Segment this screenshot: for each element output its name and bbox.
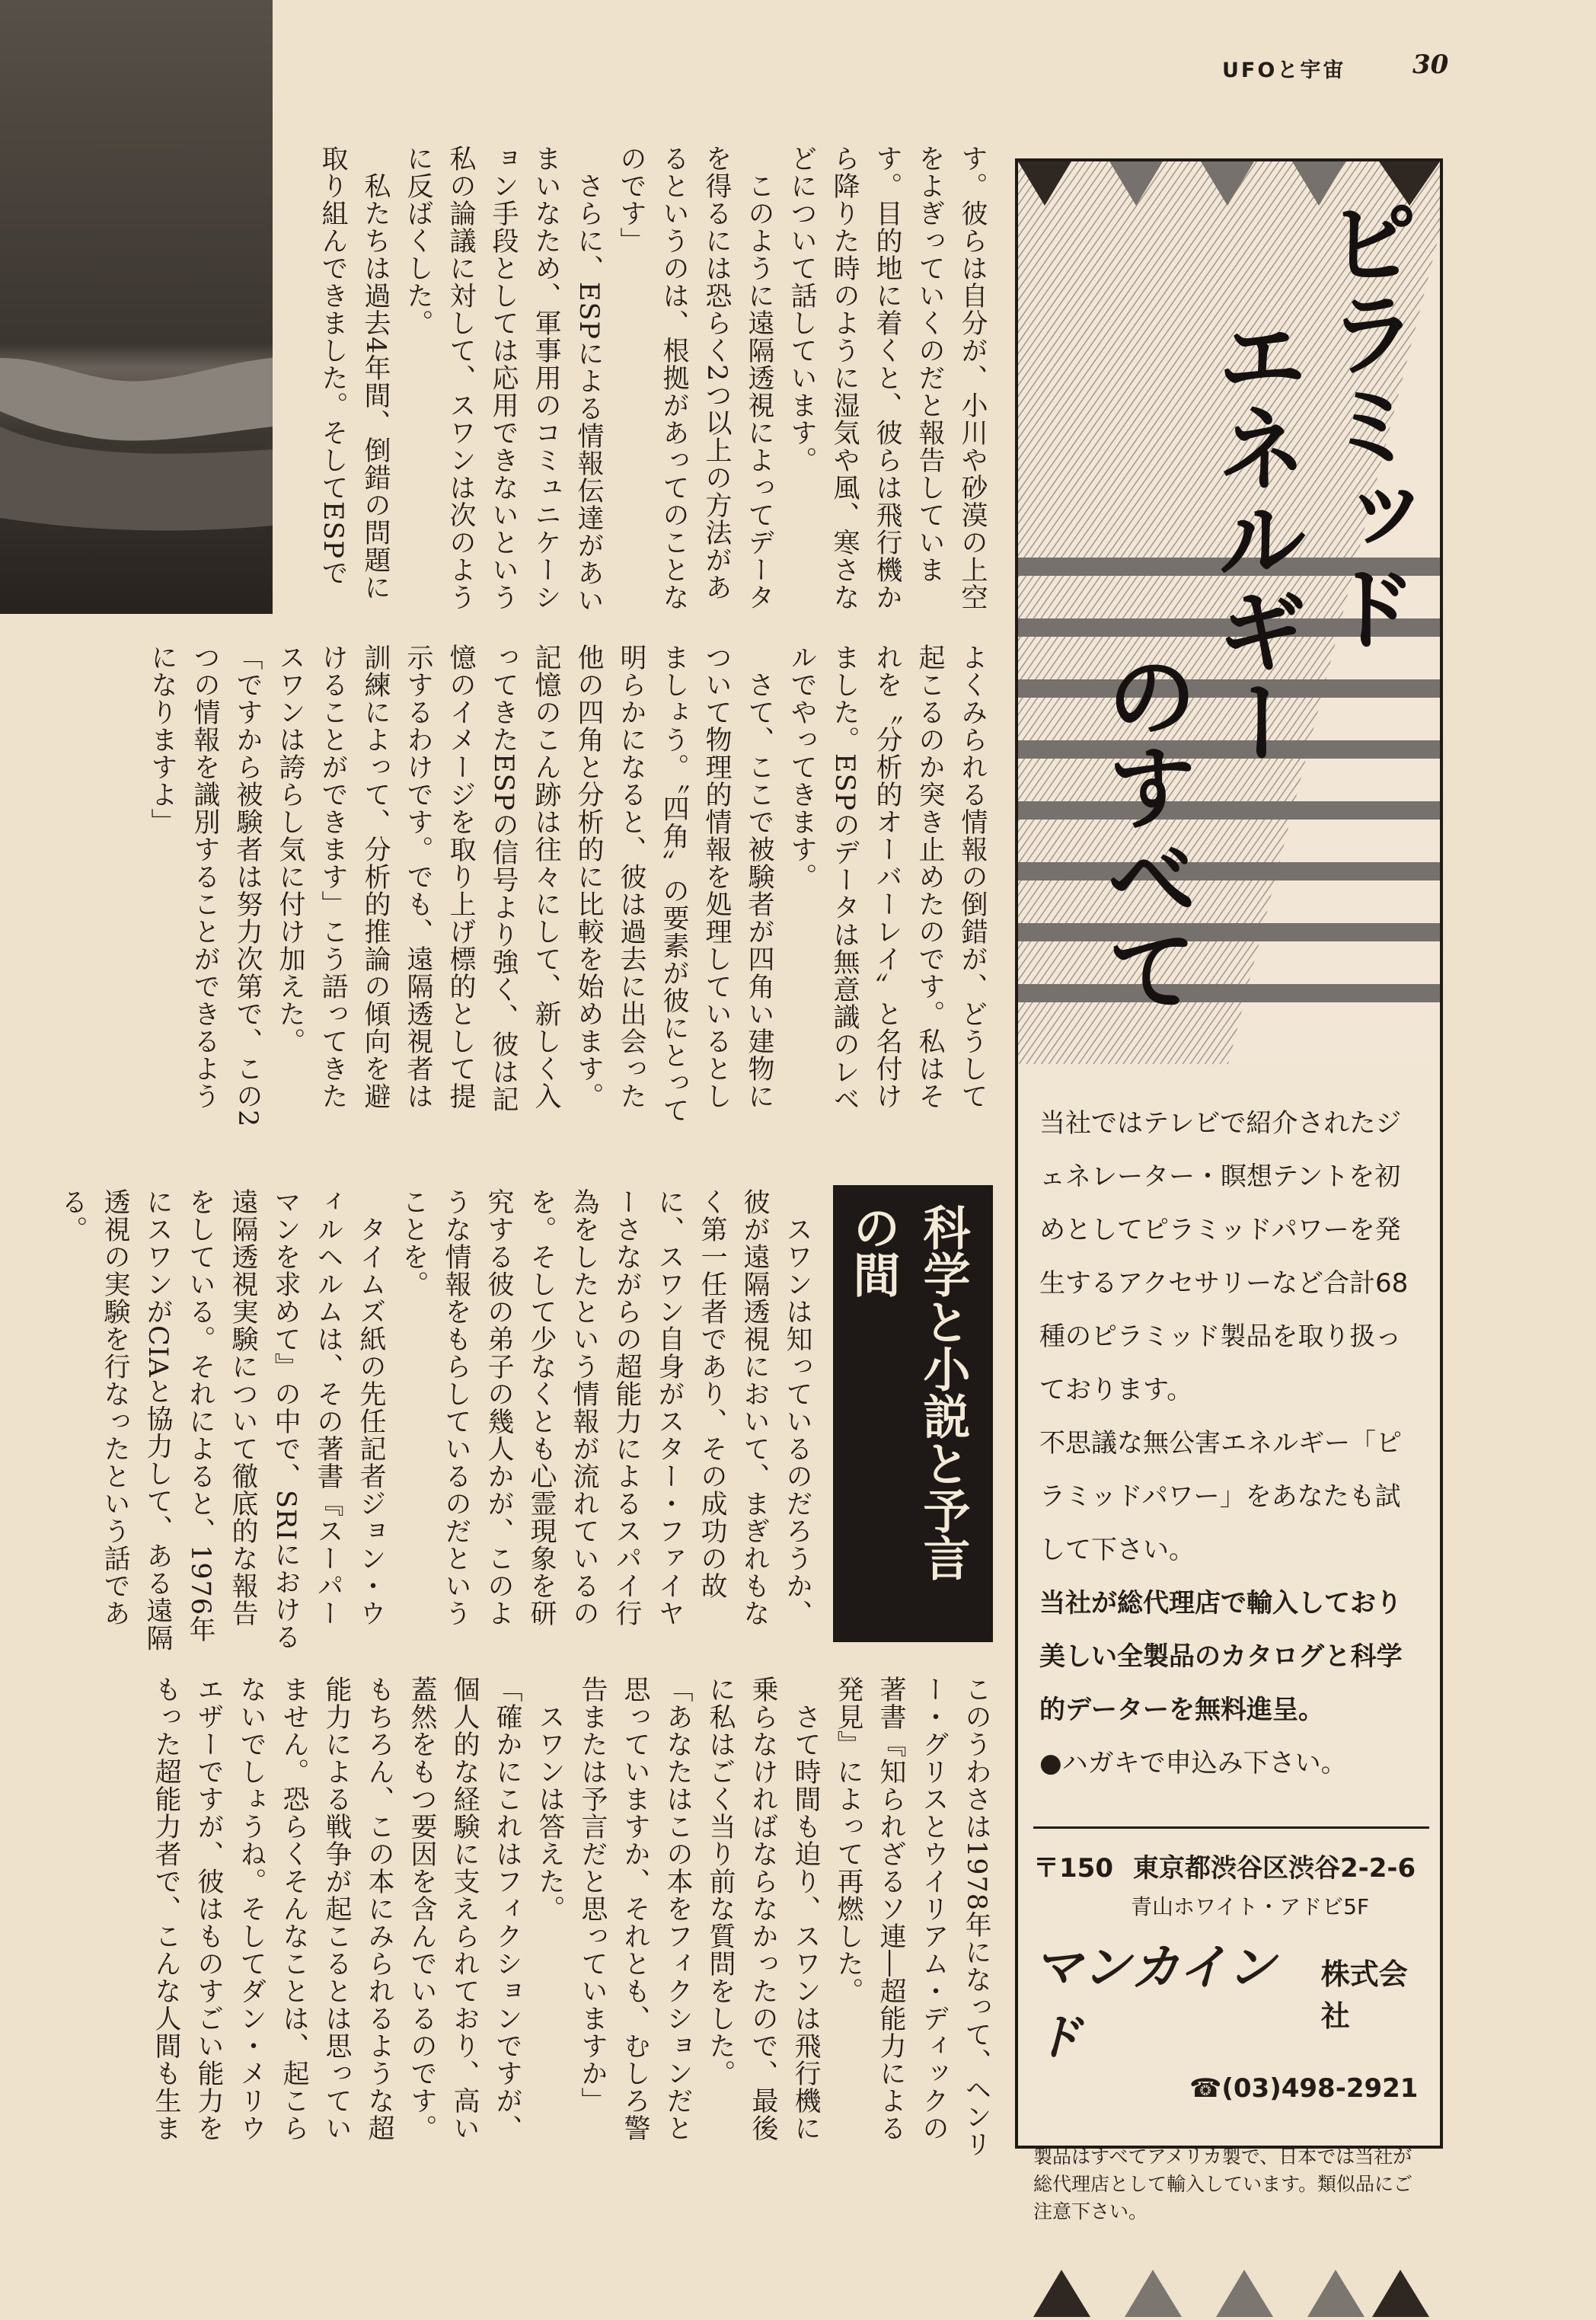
- company-logo: マンカインド: [1033, 1940, 1276, 2066]
- ad-body: [1039, 1097, 1425, 1790]
- ad-title-line-1: ピラミッド: [1312, 196, 1418, 653]
- ad-title-line-3: のすべて: [1091, 649, 1197, 1015]
- ad-contact-block: [1033, 1826, 1429, 2320]
- ad-title-line-2: エネルギー: [1202, 310, 1307, 767]
- article-photo: [0, 0, 273, 614]
- page-number: 30: [1412, 50, 1449, 80]
- running-header: UFOと宇宙: [1222, 59, 1346, 82]
- article-column-1-upper: す。彼らは自分が、小川や砂漠の上空をよぎっていくのだと報告しています。目的地に着くと、彼らは飛行機から降りた時のように湿気や風、寒さなどについて話しています。 このように遠隔透視によってデータを得るには恐らく2つ以上の方法があるというのは、根拠があってのことなのです」 さらに、ESPによる情報伝達があいまいなため、軍事用のコミュニケーション手段としては応用できないという私の論議に対して、スワンは次のように反ばくした。 私たちは過去4年間、倒錯の問題に取り組んできました。そしてESPで: [318, 145, 988, 615]
- ad-body-paragraph-2: 不思議な無公害エネルギー「ピラミッドパワー」をあなたも試して下さい。: [1039, 1428, 1402, 1565]
- postal-code: 〒150: [1033, 1853, 1113, 1884]
- ad-body-paragraph-4: ●ハガキで申込み下さい。: [1039, 1748, 1347, 1778]
- sidebar-title-box: 科学と小説と予言の間: [833, 1185, 993, 1642]
- company-phone: ☎(03)498-2921: [1189, 2073, 1419, 2104]
- ad-body-paragraph-3: 当社が総代理店で輸入しており美しい全製品のカタログと科学的データーを無料進呈。: [1039, 1588, 1403, 1725]
- article-column-2: スワンは知っているのだろうか、彼が遠隔透視において、まぎれもなく第一任者であり、その成功の故に、スワン自身がスター・ファイヤーさながらの超能力によるスパイ行為をしたという情報が流れているのを。そして少なくとも心霊現象を研究する彼の弟子の幾人かが、このような情報をもらしているのだということを。 タイムズ紙の先任記者ジョン・ウィルヘルムは、その著書『スーパーマンを求めて』の中で、SRIにおける遠隔透視実験について徹底的な報告をしている。それによると、1976年にスワンがCIAと協力して、ある遠隔透視の実験を行なったという話である。: [57, 1188, 812, 1652]
- article-column-1-middle: よくみられる情報の倒錯が、どうして起こるのか突き止めたのです。私はそれを〝分析的オーバーレイ〟と名付けました。ESPのデータは無意識のレベルでやってきます。 さて、ここで被験者が四角い建物について物理的情報を処理しているとしましょう。〝四角〟の要素が彼にとって明らかになると、彼は過去に出会った他の四角と分析的に比較を始めます。記憶のこん跡は往々にして、新しく入ってきたESPの信号より強く、彼は記憶のイメージを取り上げ標的として提示するわけです。でも、遠隔透視者は訓練によって、分析的推論の傾向を避けることができます」こう語ってきたスワンは誇らし気に付け加えた。 「ですから被験者は努力次第で、この2つの情報を識別することができるようになりますよ」: [147, 644, 988, 1128]
- ad-body-paragraph-1: 当社ではテレビで紹介されたジェネレーター・瞑想テントを初めとしてピラミッドパワーを発生するアクセサリーなど合計68種のピラミッド製品を取り扱っております。: [1039, 1108, 1409, 1405]
- company-address: 東京都渋谷区渋谷2-2-6: [1132, 1853, 1416, 1884]
- ad-notice: 製品はすべてアメリカ製で、日本では当社が総代理店として輸入しています。類似品にご注意下さい。: [1033, 2146, 1413, 2223]
- article-column-3: このうわさは1978年になって、ヘンリー・グリスとウイリアム・ディックの著書『知られざるソ連―超能力による発見』によって再燃した。 さて時間も迫り、スワンは飛行機に乗らなければならなかったので、最後に私はごく当り前な質問をした。 「あなたはこの本をフィクションだと思っていますか、それとも、むしろ警告または予言だと思っていますか」 スワンは答えた。 「確かにこれはフィクションですが、個人的な経験に支えられており、高い蓋然をもつ要因を含んでいるのです。もちろん、この本にみられるような超能力による戦争が起こるとは思っていません。恐らくそんなことは、起こらないでしょうね。そしてダン・メリウエザーですが、彼はものすごい能力をもった超能力者で、こんな人間も生ま: [151, 1676, 991, 2159]
- pyramid-stripe-graphic: [1018, 161, 1440, 1064]
- pyramid-energy-advertisement: [1015, 158, 1443, 2223]
- building-name: 青山ホワイト・アドビ5F: [1131, 1894, 1370, 1919]
- company-suffix: 株式会社: [1320, 1957, 1408, 2033]
